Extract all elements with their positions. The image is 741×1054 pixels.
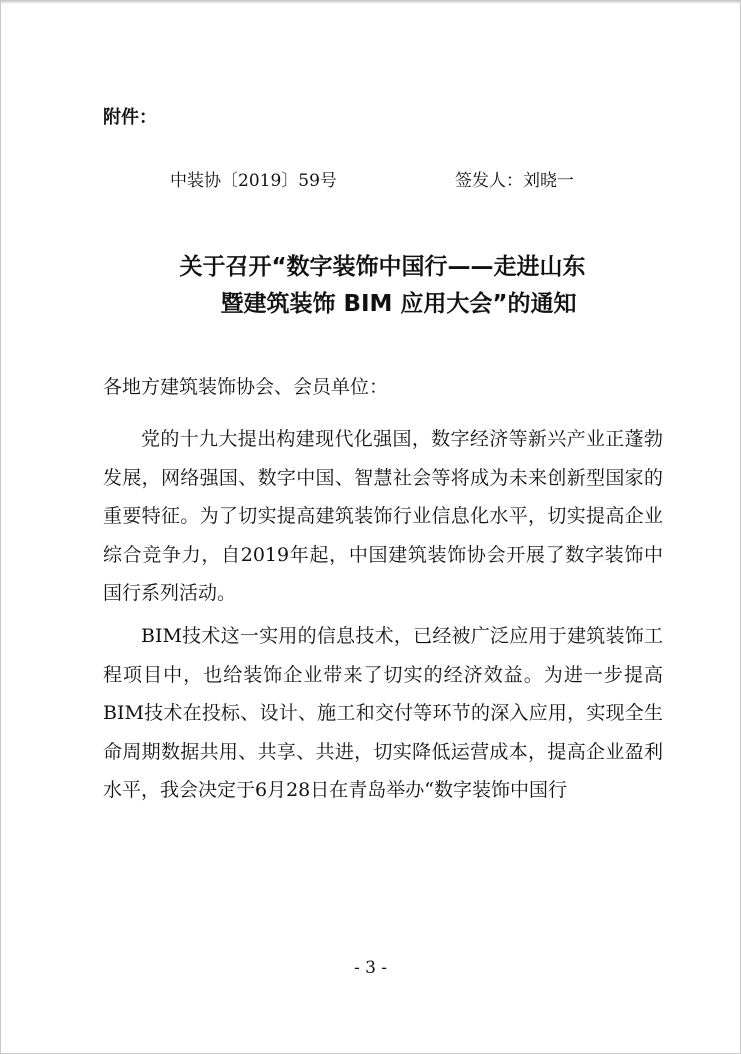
document-number: 中装协〔2019〕59号 <box>170 171 337 191</box>
issuer-signature: 签发人：刘晓一 <box>455 171 574 191</box>
body-paragraph-1: 党的十九大提出构建现代化强国，数字经济等新兴产业正蓬勃发展，网络强国、数字中国、智慧社会等将成为未来创新型国家的重要特征。为了切实提高建筑装饰行业信息化水平，切实提高企业综合竞争力，自2019年起，中国建筑装饰协会开展了数字装饰中国行系列活动。 <box>103 428 663 604</box>
body-paragraph-2: BIM技术这一实用的信息技术，已经被广泛应用于建筑装饰工程项目中，也给装饰企业带来了切实的经济效益。为进一步提高BIM技术在投标、设计、施工和交付等环节的深入应用，实现全生命周期数据共用、共享、共进，切实降低运营成本，提高企业盈利水平，我会决定于6月28日在青岛举办“数字装饰中国行 <box>103 625 663 801</box>
attachment-label: 附件： <box>103 107 157 128</box>
document-title-line-2: 暨建筑装饰 BIM 应用大会”的通知 <box>220 291 577 317</box>
document-title-line-1: 关于召开“数字装饰中国行——走进山东 <box>179 254 586 280</box>
page-number: - 3 - <box>353 958 388 978</box>
salutation: 各地方建筑装饰协会、会员单位： <box>103 376 389 398</box>
